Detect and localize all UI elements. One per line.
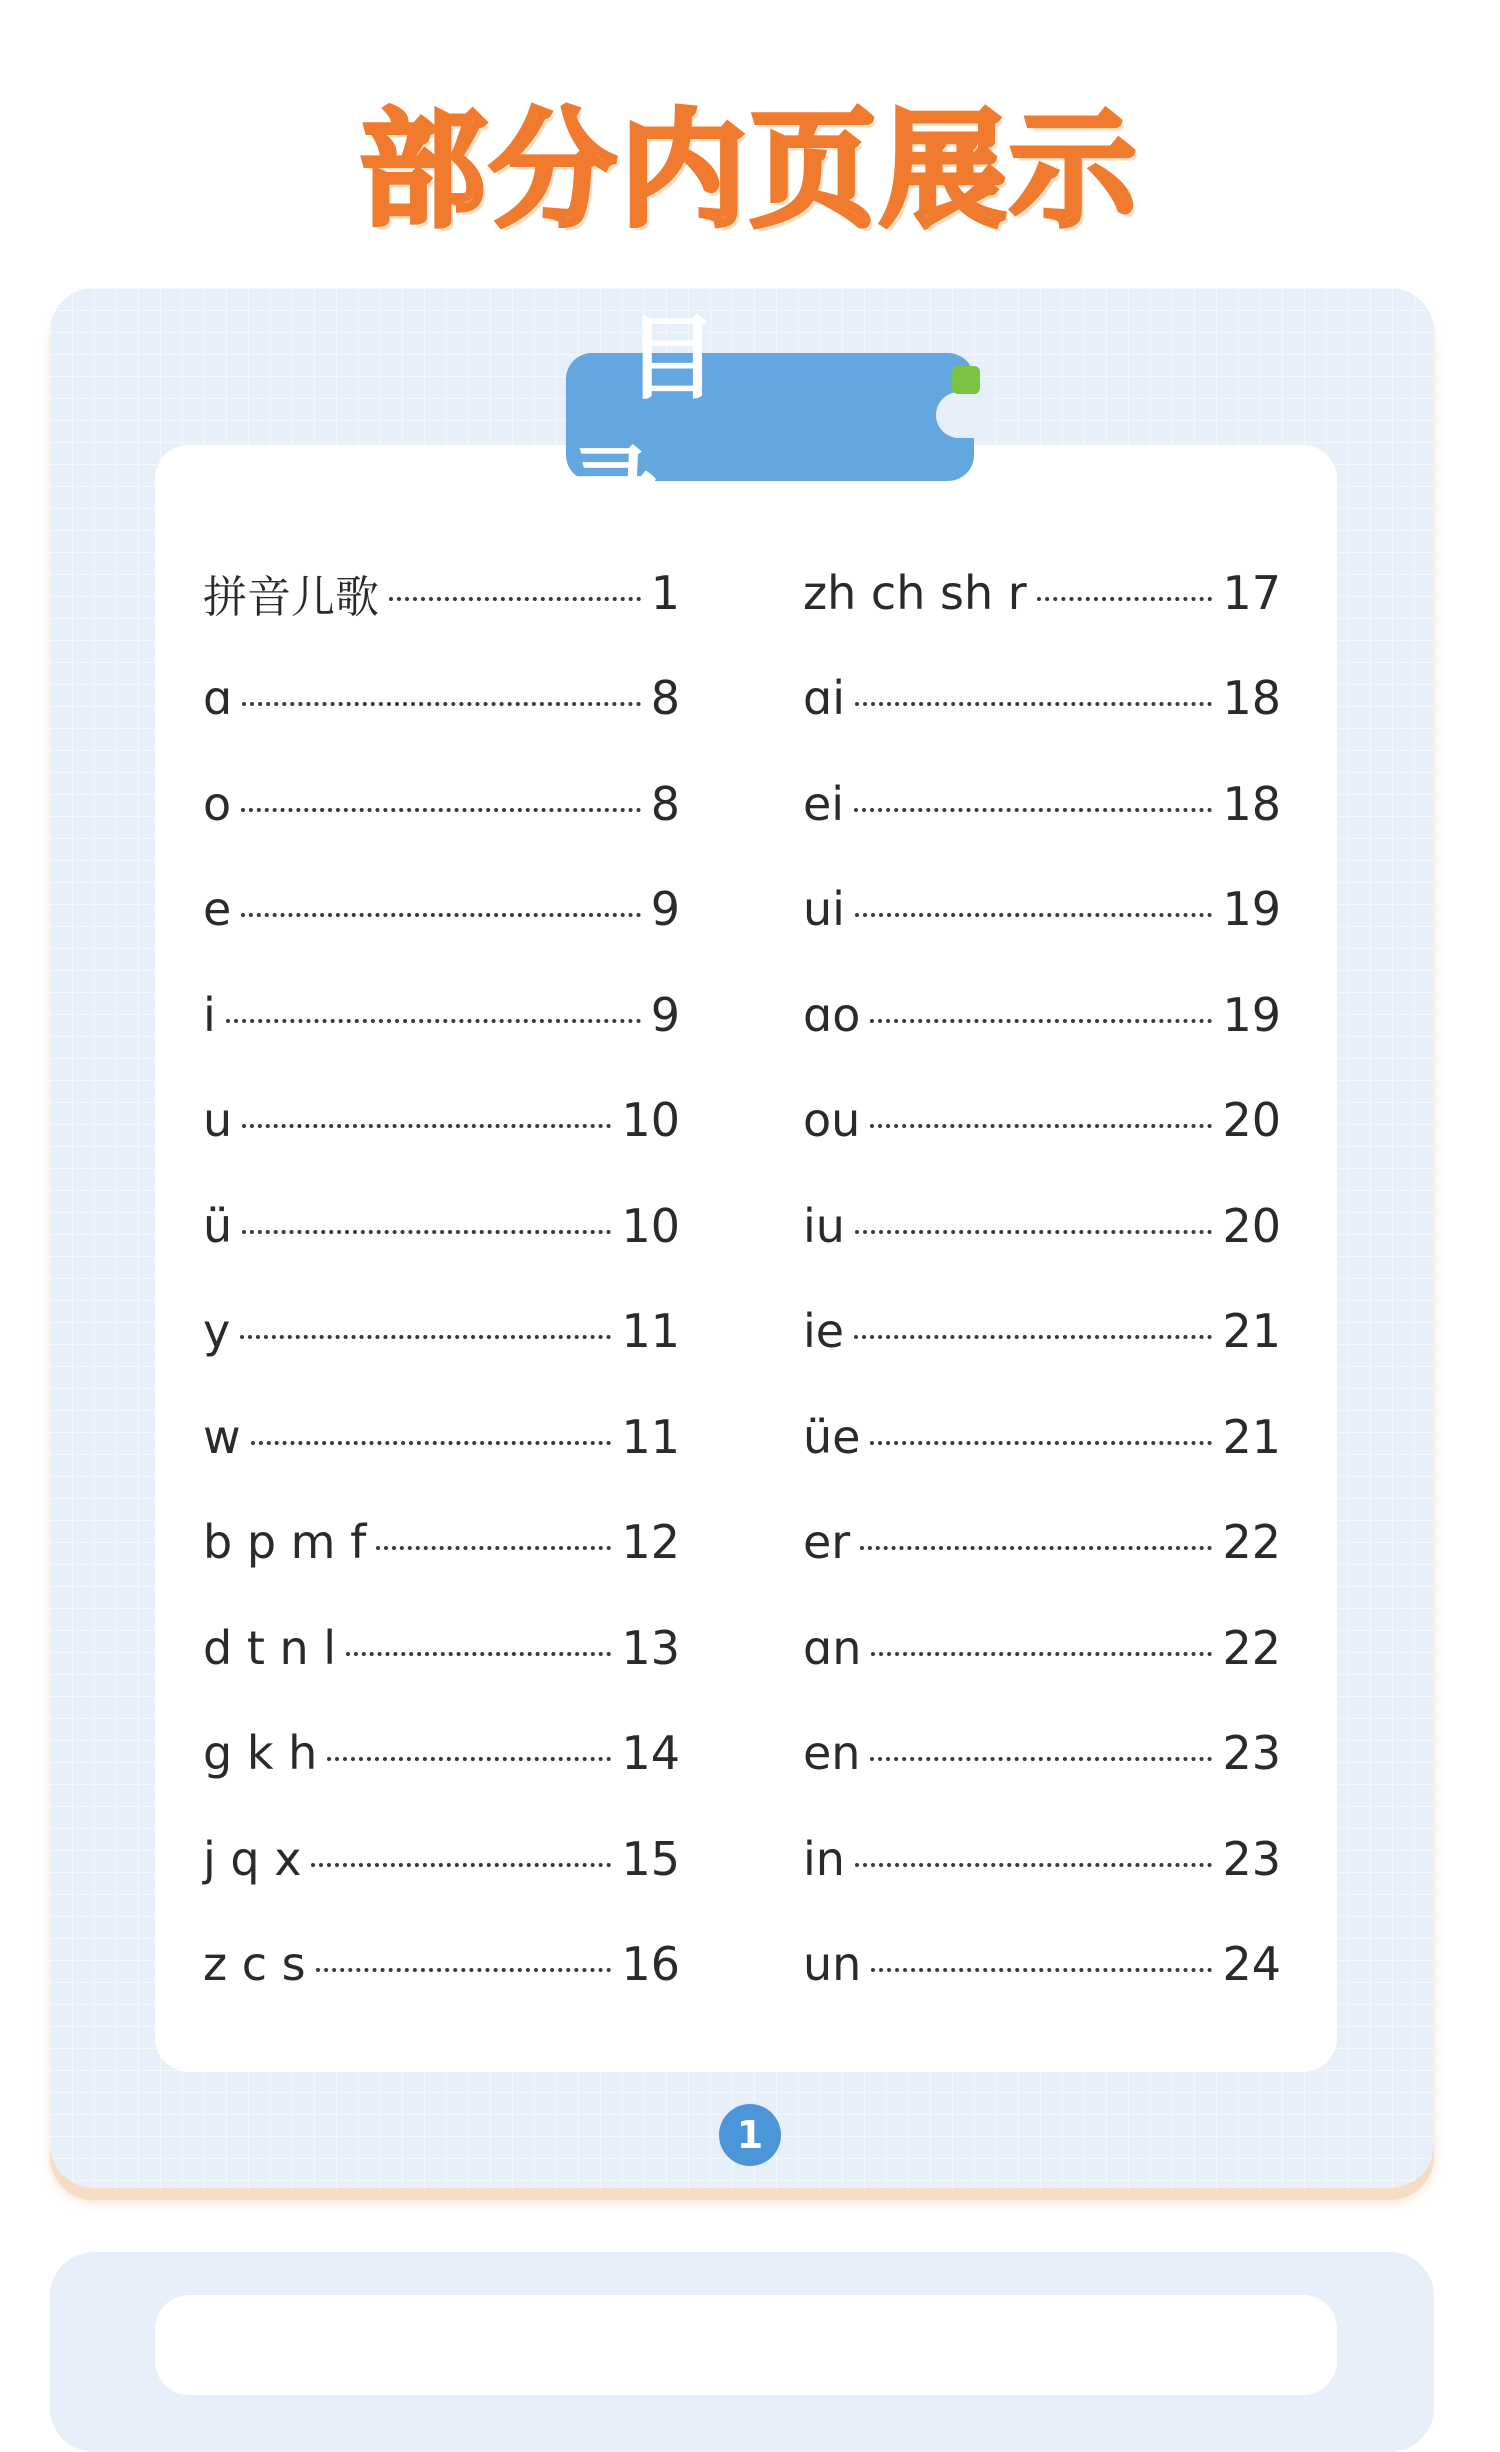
toc-dot-leader	[327, 1757, 611, 1761]
toc-entry[interactable]	[203, 1912, 680, 2018]
toc-entry[interactable]	[803, 1806, 1281, 1912]
toc-entry[interactable]	[203, 1701, 680, 1807]
toc-dot-leader	[855, 702, 1212, 706]
toc-dot-leader	[241, 808, 641, 812]
toc-entry-label: b p m f	[203, 1515, 367, 1570]
toc-dot-leader	[871, 1652, 1212, 1656]
toc-dot-leader	[1037, 597, 1213, 601]
toc-tab-notch	[936, 392, 992, 438]
toc-entry-label: y	[203, 1304, 231, 1359]
toc-column-right	[803, 540, 1281, 2017]
toc-dot-leader	[242, 702, 641, 706]
toc-entry[interactable]	[803, 857, 1281, 963]
toc-entry[interactable]	[803, 646, 1281, 752]
toc-entry-page: 15	[621, 1831, 680, 1886]
toc-dot-leader	[240, 1335, 611, 1339]
toc-entry-page: 24	[1222, 1937, 1281, 1992]
toc-entry[interactable]	[203, 962, 680, 1068]
toc-entry-page: 19	[1222, 987, 1281, 1042]
toc-entry-page: 1	[650, 565, 680, 620]
toc-entry-label: üe	[803, 1409, 861, 1464]
toc-entry-label: zh ch sh r	[803, 565, 1027, 620]
toc-dot-leader	[389, 597, 641, 601]
toc-entry-page: 20	[1222, 1093, 1281, 1148]
toc-entry-page: 12	[621, 1515, 680, 1570]
toc-entry[interactable]	[803, 751, 1281, 857]
toc-dot-leader	[316, 1968, 612, 1972]
toc-entry-label: iu	[803, 1198, 845, 1253]
toc-entry-label: ie	[803, 1304, 845, 1359]
toc-entry[interactable]	[203, 1384, 680, 1490]
toc-dot-leader	[870, 1019, 1212, 1023]
toc-dot-leader	[870, 1124, 1212, 1128]
toc-dot-leader	[870, 1757, 1212, 1761]
toc-entry-page: 8	[650, 776, 680, 831]
toc-entry-label: ɑn	[803, 1620, 862, 1675]
toc-entry-label: d t n l	[203, 1620, 337, 1675]
toc-entry-page: 18	[1222, 776, 1281, 831]
toc-title: 目	[626, 305, 779, 412]
toc-entry-label: o	[203, 776, 232, 831]
toc-entry-label: ɑ	[203, 671, 233, 726]
toc-entry-label: en	[803, 1726, 861, 1781]
toc-entry[interactable]	[203, 646, 680, 752]
toc-entry-label: z c s	[203, 1937, 306, 1992]
toc-entry-label: ou	[803, 1093, 861, 1148]
toc-entry[interactable]	[203, 1068, 680, 1174]
toc-entry[interactable]	[803, 1173, 1281, 1279]
toc-dot-leader	[854, 808, 1212, 812]
toc-entry[interactable]	[803, 1912, 1281, 2018]
toc-entry-label: er	[803, 1515, 851, 1570]
toc-entry-page: 23	[1222, 1726, 1281, 1781]
toc-entry[interactable]	[203, 1595, 680, 1701]
toc-entry[interactable]	[203, 540, 680, 646]
toc-entry[interactable]	[803, 1384, 1281, 1490]
page-heading: 部分内页展示	[360, 97, 1140, 244]
toc-dot-leader	[242, 1230, 611, 1234]
toc-entry-page: 21	[1222, 1409, 1281, 1464]
toc-entry-page: 16	[621, 1937, 680, 1992]
toc-entry-label: 拼音儿歌	[203, 571, 379, 623]
toc-entry-page: 23	[1222, 1831, 1281, 1886]
toc-entry-page: 8	[650, 671, 680, 726]
toc-entry[interactable]	[803, 1068, 1281, 1174]
toc-entry-label: ei	[803, 776, 845, 831]
toc-entry-page: 19	[1222, 882, 1281, 937]
toc-dot-leader	[242, 1124, 611, 1128]
toc-tab-dot	[952, 366, 980, 394]
toc-dot-leader	[226, 1019, 641, 1023]
toc-column-left	[203, 540, 680, 2017]
toc-dot-leader	[251, 1441, 612, 1445]
toc-entry[interactable]	[203, 1490, 680, 1596]
toc-entry[interactable]	[803, 540, 1281, 646]
toc-entry-label: u	[203, 1093, 233, 1148]
toc-dot-leader	[854, 1335, 1212, 1339]
toc-dot-leader	[241, 913, 640, 917]
toc-entry-page: 11	[621, 1304, 680, 1359]
toc-entry-page: 20	[1222, 1198, 1281, 1253]
toc-entry-label: in	[803, 1831, 845, 1886]
toc-dot-leader	[376, 1546, 611, 1550]
toc-entry[interactable]	[803, 1701, 1281, 1807]
toc-dot-leader	[346, 1652, 611, 1656]
toc-dot-leader	[855, 1230, 1213, 1234]
toc-dot-leader	[860, 1546, 1212, 1550]
toc-entry-page: 10	[621, 1198, 680, 1253]
toc-entry[interactable]	[803, 1595, 1281, 1701]
toc-dot-leader	[855, 913, 1213, 917]
toc-entry-page: 9	[650, 987, 680, 1042]
toc-entry-page: 17	[1222, 565, 1281, 620]
toc-entry[interactable]	[203, 857, 680, 963]
toc-entry-page: 10	[621, 1093, 680, 1148]
toc-entry[interactable]	[803, 1279, 1281, 1385]
toc-dot-leader	[855, 1863, 1213, 1867]
toc-entry[interactable]	[203, 1173, 680, 1279]
toc-entry[interactable]	[203, 751, 680, 857]
toc-entry-label: j q x	[203, 1831, 302, 1886]
toc-entry-label: ü	[203, 1198, 233, 1253]
toc-entry-page: 14	[621, 1726, 680, 1781]
toc-entry-label: i	[203, 987, 216, 1042]
toc-entry-label: ɑo	[803, 987, 861, 1042]
toc-entry[interactable]	[803, 1490, 1281, 1596]
toc-entry-label: un	[803, 1937, 862, 1992]
next-page-inner-panel	[155, 2295, 1337, 2395]
toc-entry-page: 22	[1222, 1620, 1281, 1675]
toc-entry[interactable]	[203, 1279, 680, 1385]
toc-dot-leader	[870, 1441, 1212, 1445]
toc-entry[interactable]	[803, 962, 1281, 1068]
toc-dot-leader	[311, 1863, 611, 1867]
toc-entry-page: 11	[621, 1409, 680, 1464]
toc-entry-label: ɑi	[803, 671, 845, 726]
toc-entry-label: w	[203, 1409, 241, 1464]
toc-entry-page: 22	[1222, 1515, 1281, 1570]
toc-entry[interactable]	[203, 1806, 680, 1912]
toc-entry-page: 9	[650, 882, 680, 937]
toc-entry-label: e	[203, 882, 232, 937]
toc-entry-page: 13	[621, 1620, 680, 1675]
toc-entry-label: ui	[803, 882, 845, 937]
toc-dot-leader	[871, 1968, 1212, 1972]
toc-entry-page: 21	[1222, 1304, 1281, 1359]
toc-entry-label: g k h	[203, 1726, 318, 1781]
toc-entry-page: 18	[1222, 671, 1281, 726]
page-number-badge: 1	[719, 2104, 781, 2166]
